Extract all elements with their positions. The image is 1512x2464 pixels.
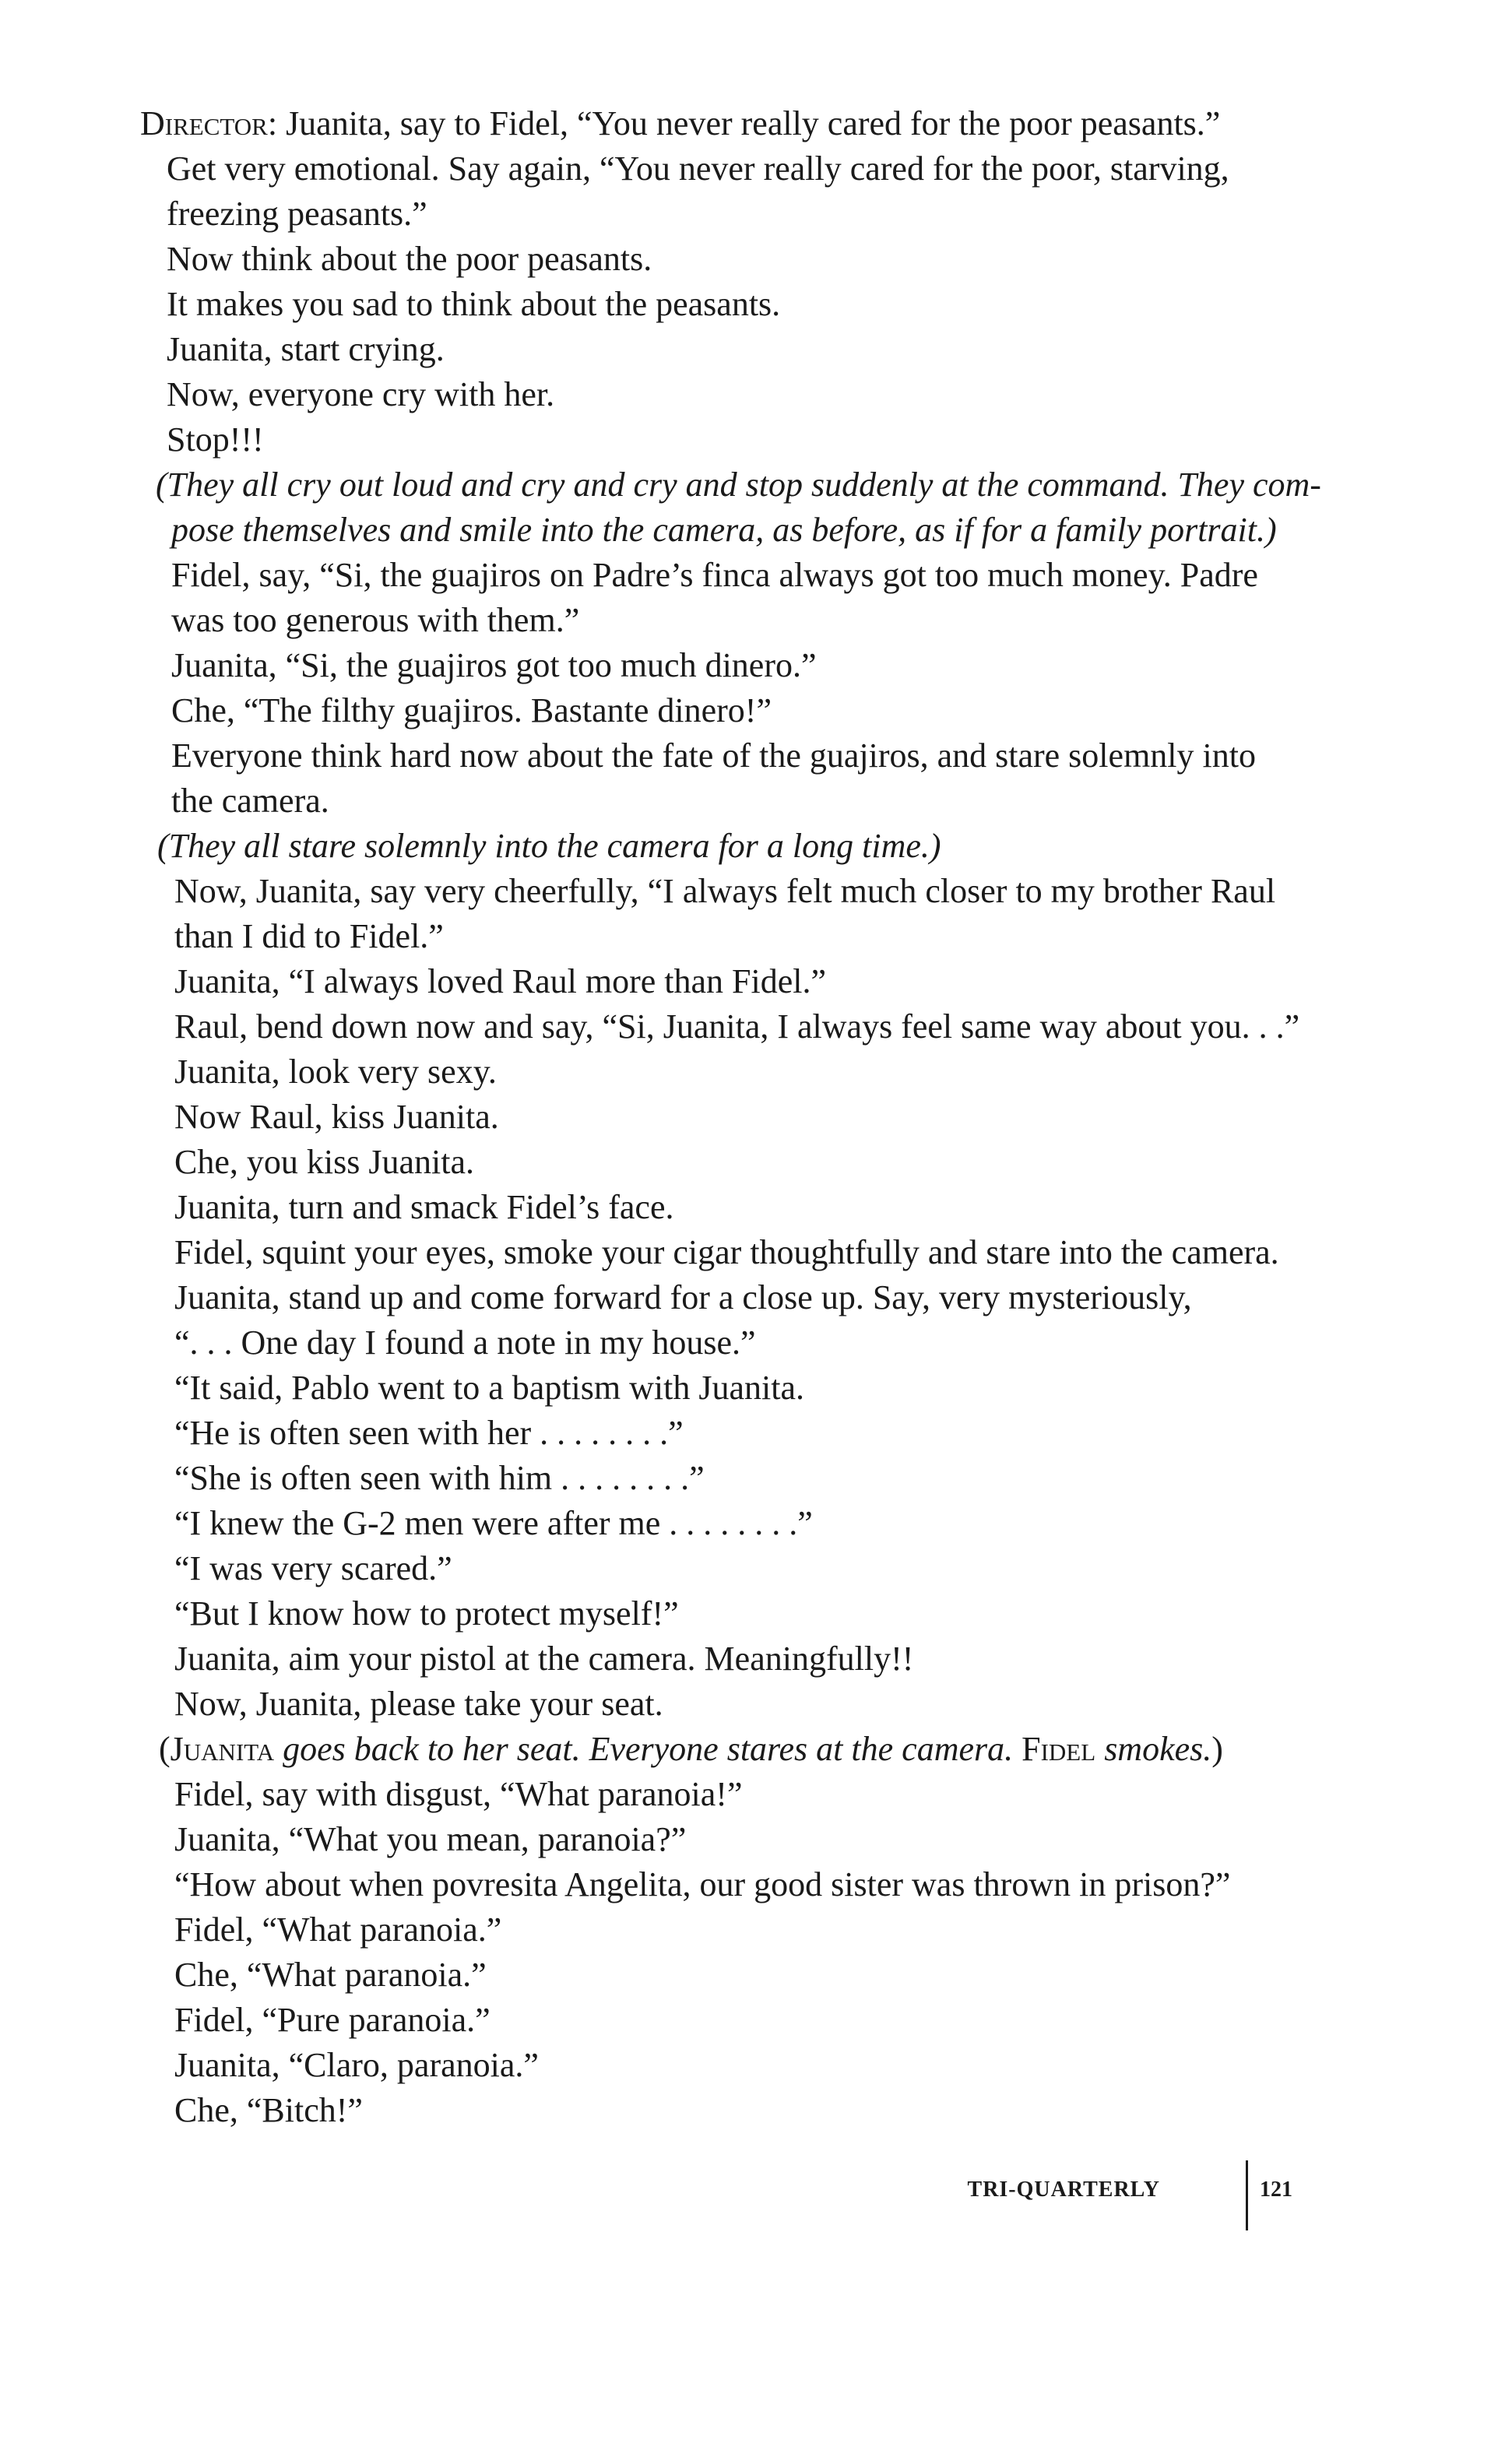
script-line: “It said, Pablo went to a baptism with Juanita. xyxy=(174,1369,804,1407)
speaker-director: Director: xyxy=(140,104,278,142)
script-line: “She is often seen with him . . . . . . . .” xyxy=(174,1459,705,1497)
script-line: Now, Juanita, say very cheerfully, “I always felt much closer to my brother Raul xyxy=(174,872,1276,910)
script-line: Get very emotional. Say again, “You never really cared for the poor, starving, xyxy=(167,149,1229,188)
script-line: Juanita, “Claro, paranoia.” xyxy=(174,2046,539,2084)
script-line: Juanita, “Si, the guajiros got too much dinero.” xyxy=(171,646,817,684)
script-line: “But I know how to protect myself!” xyxy=(174,1594,679,1633)
script-line: Fidel, say, “Si, the guajiros on Padre’s finca always got too much money. Padre xyxy=(171,556,1258,594)
script-line: Now, Juanita, please take your seat. xyxy=(174,1685,663,1723)
script-line: Now Raul, kiss Juanita. xyxy=(174,1098,499,1136)
script-line: Fidel, say with disgust, “What paranoia!” xyxy=(174,1775,743,1813)
character-name: Juanita xyxy=(170,1730,275,1768)
script-line: Che, “What paranoia.” xyxy=(174,1956,487,1994)
script-line: Juanita, stand up and come forward for a close up. Say, very mysteriously, xyxy=(174,1278,1192,1316)
page-footer xyxy=(967,2160,1401,2230)
script-line: Fidel, “Pure paranoia.” xyxy=(174,2001,491,2039)
page-number: 121 xyxy=(1260,2178,1292,2202)
script-line: Raul, bend down now and say, “Si, Juanita, I always feel same way about you. . .” xyxy=(174,1007,1300,1046)
script-line: Everyone think hard now about the fate of the guajiros, and stare solemnly into xyxy=(171,736,1256,775)
script-line: Juanita, turn and smack Fidel’s face. xyxy=(174,1188,674,1226)
stage-direction: (They all cry out loud and cry and cry and stop suddenly at the command. They com- xyxy=(156,466,1321,504)
script-line: Juanita, start crying. xyxy=(167,330,445,368)
script-line: Fidel, squint your eyes, smoke your cigar thoughtfully and stare into the camera. xyxy=(174,1233,1279,1271)
script-line: “I was very scared.” xyxy=(174,1549,452,1587)
script-line: “He is often seen with her . . . . . . . .” xyxy=(174,1414,684,1452)
script-line: Fidel, “What paranoia.” xyxy=(174,1910,502,1949)
stage-direction: (They all stare solemnly into the camera for a long time.) xyxy=(157,827,941,865)
script-line: Che, “Bitch!” xyxy=(174,2091,363,2129)
script-line: Juanita, “What you mean, paranoia?” xyxy=(174,1820,687,1858)
script-line: Now, everyone cry with her. xyxy=(167,375,555,413)
script-line: Stop!!! xyxy=(167,420,264,459)
script-line: was too generous with them.” xyxy=(171,601,580,639)
script-line: “How about when povresita Angelita, our good sister was thrown in prison?” xyxy=(174,1865,1231,1903)
script-line: Director: Juanita, say to Fidel, “You never really cared for the poor peasants.” xyxy=(140,104,1221,142)
footer-divider xyxy=(1246,2160,1248,2230)
stage-direction: (Juanita goes back to her seat. Everyone stares at the camera. Fidel smokes.) xyxy=(159,1730,1223,1768)
script-line: Che, “The filthy guajiros. Bastante dinero!” xyxy=(171,691,772,729)
script-line: “. . . One day I found a note in my house.” xyxy=(174,1323,756,1362)
character-name: Fidel xyxy=(1021,1730,1096,1768)
journal-name: TRI-QUARTERLY xyxy=(967,2178,1160,2202)
script-line: It makes you sad to think about the peasants. xyxy=(167,285,781,323)
script-line: “I knew the G-2 men were after me . . . . . . . .” xyxy=(174,1504,813,1542)
script-line: than I did to Fidel.” xyxy=(174,917,444,955)
script-line: freezing peasants.” xyxy=(167,195,427,233)
script-line: Che, you kiss Juanita. xyxy=(174,1143,474,1181)
stage-direction: pose themselves and smile into the camera, as before, as if for a family portrait.) xyxy=(171,511,1277,549)
script-line: Juanita, aim your pistol at the camera. Meaningfully!! xyxy=(174,1640,914,1678)
script-line: Juanita, “I always loved Raul more than Fidel.” xyxy=(174,962,826,1000)
script-line: Now think about the poor peasants. xyxy=(167,240,652,278)
script-text xyxy=(140,101,1401,2133)
script-line: Juanita, look very sexy. xyxy=(174,1053,497,1091)
script-line: the camera. xyxy=(171,782,329,820)
